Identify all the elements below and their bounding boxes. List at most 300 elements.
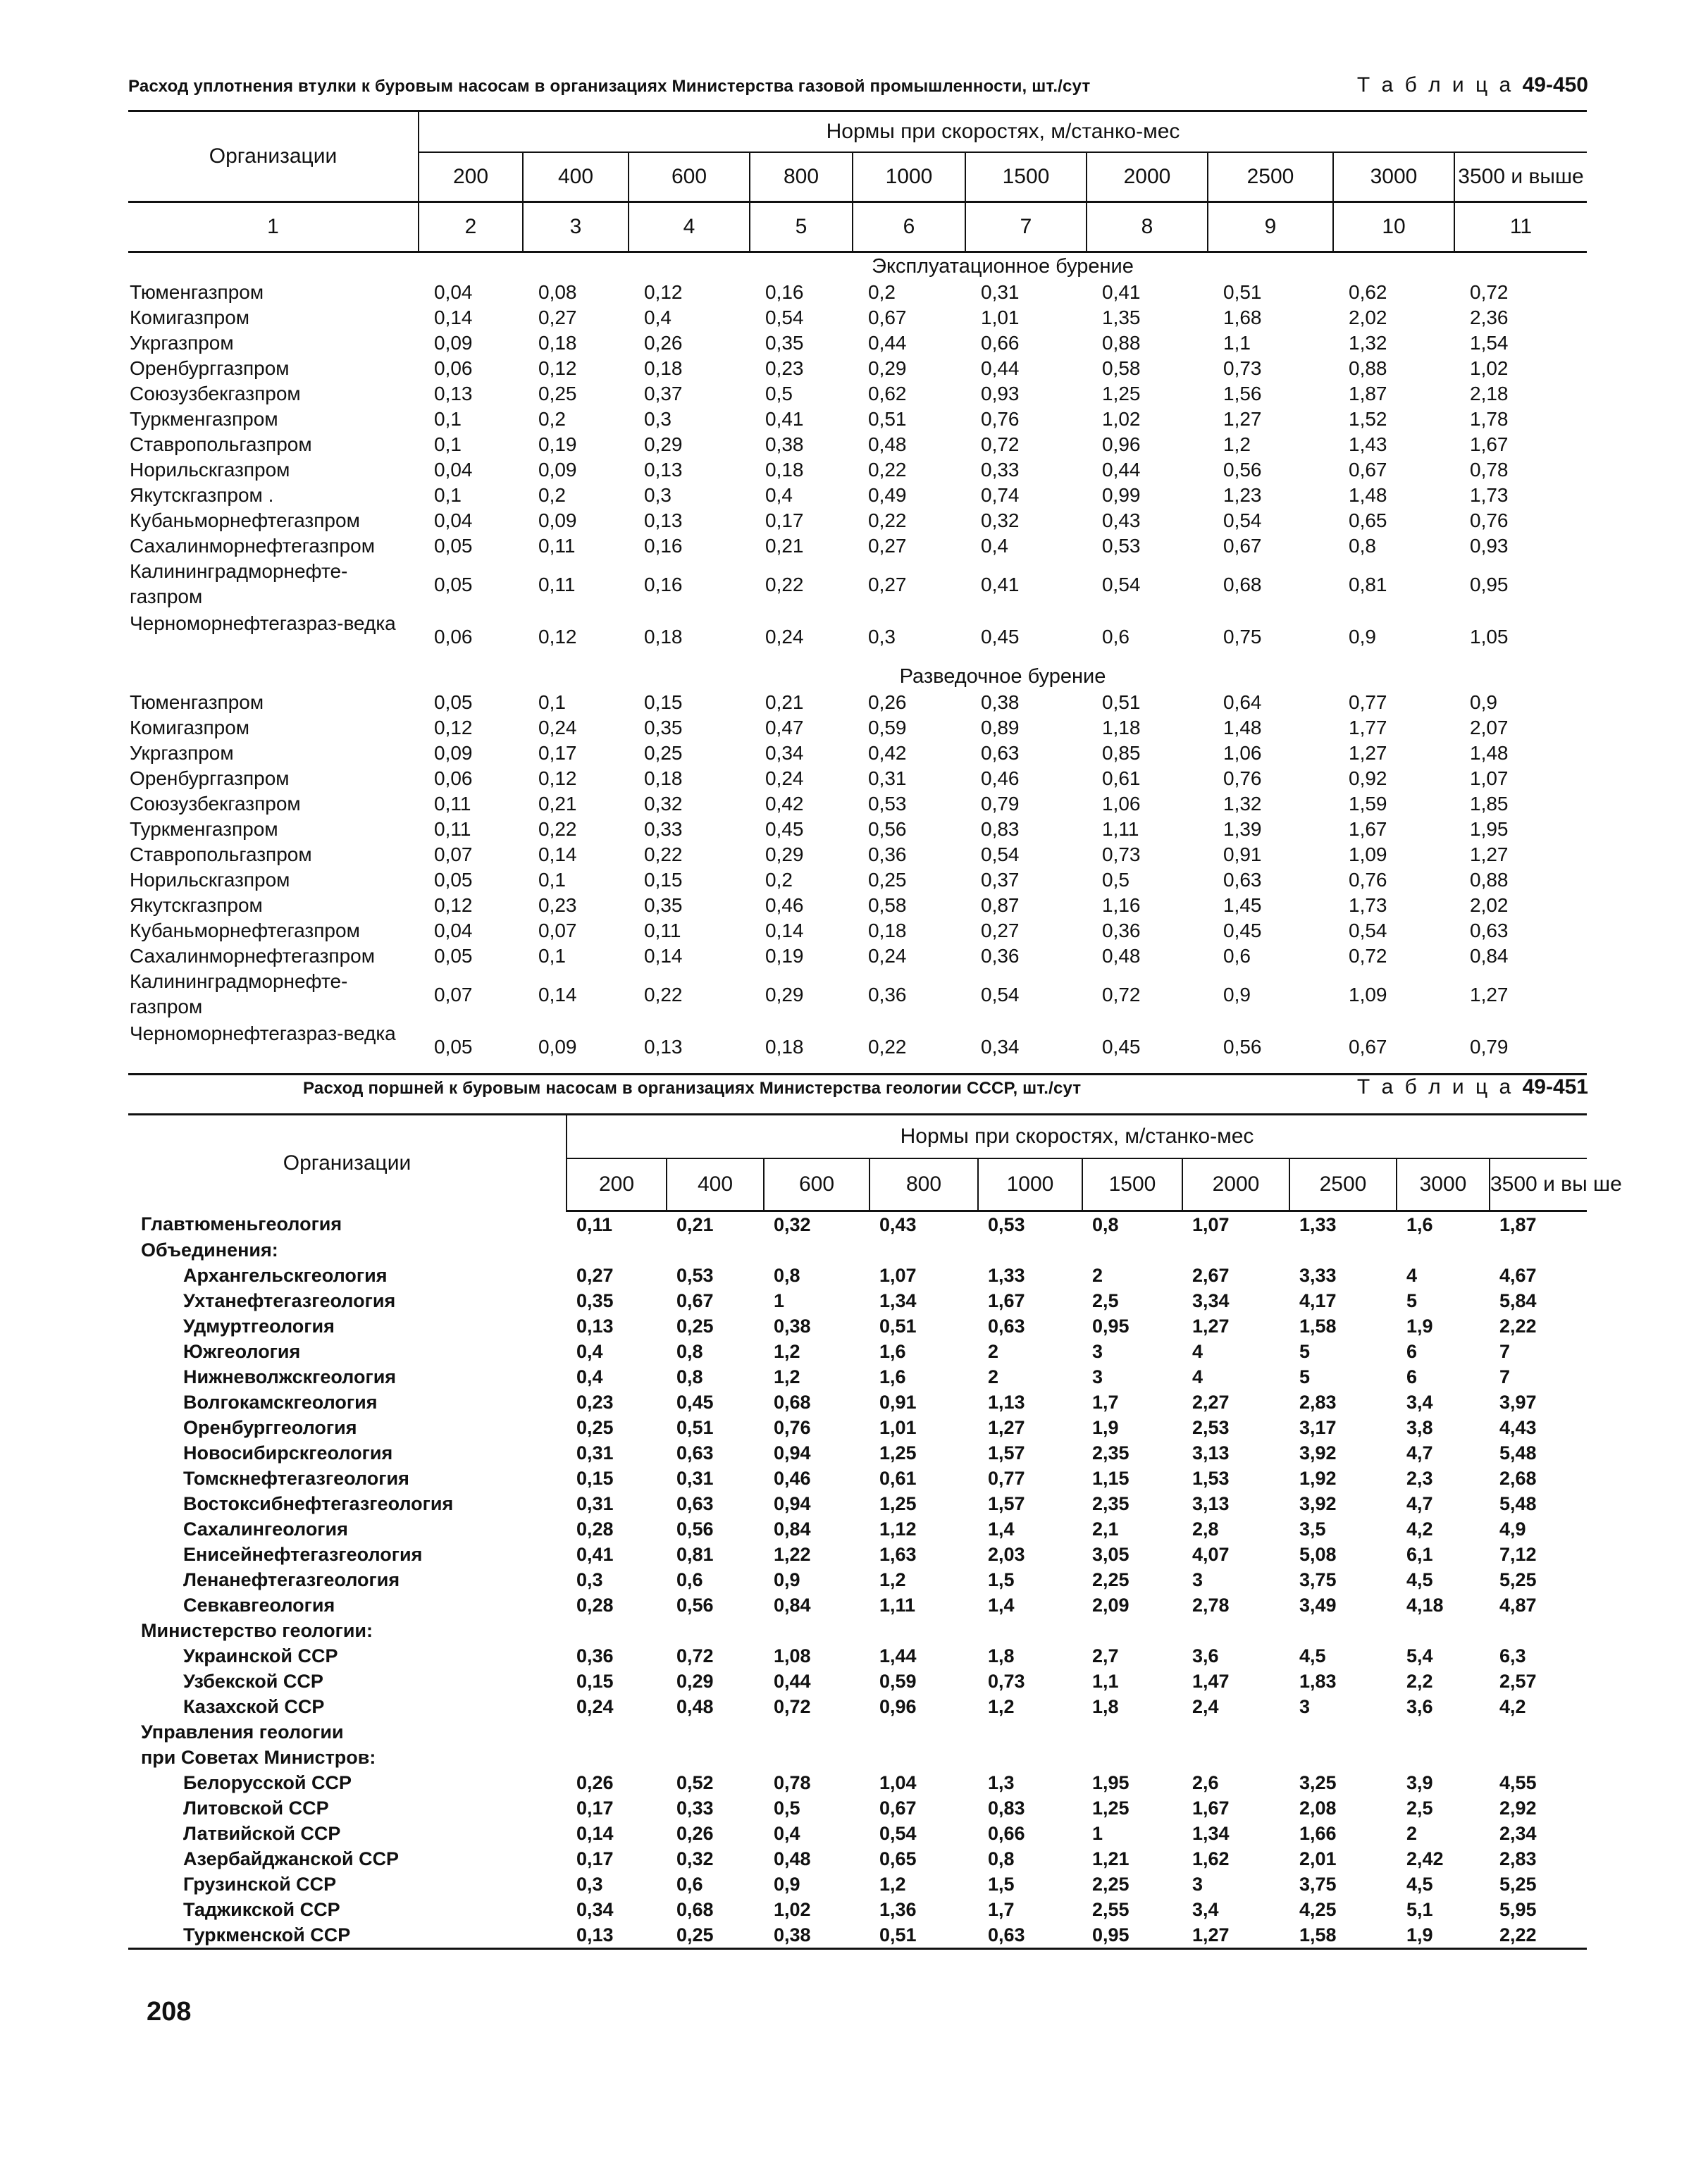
- value-cell: 0,52: [676, 1771, 714, 1793]
- table-row: [128, 893, 1587, 918]
- speed-header-cell: 800: [750, 152, 853, 202]
- value-cell: 0,3: [576, 1873, 603, 1895]
- value-cell: [1082, 1745, 1182, 1770]
- value-cell: 1,33: [1299, 1213, 1337, 1235]
- org-name: Управления геологии: [141, 1721, 344, 1743]
- org-name: Союзузбекгазпром: [130, 383, 301, 404]
- value-cell: 0,18: [538, 332, 577, 354]
- table-451: [128, 1113, 1622, 1950]
- value-cell: 0,41: [1102, 281, 1141, 303]
- value-cell: 2,22: [1499, 1315, 1537, 1337]
- table-450-label-word: Т а б л и ц а: [1356, 73, 1514, 97]
- value-cell: 0,09: [434, 332, 473, 354]
- value-cell: 0,17: [576, 1797, 614, 1819]
- value-cell: 0,18: [644, 767, 683, 789]
- value-cell: 1,2: [774, 1340, 800, 1362]
- value-cell: 0,83: [988, 1797, 1025, 1819]
- value-cell: 2: [988, 1340, 999, 1362]
- table-row: [128, 690, 1587, 715]
- table-row: [128, 867, 1587, 893]
- value-cell: 0,22: [868, 509, 907, 531]
- speed-header-cell: 1000: [978, 1158, 1082, 1211]
- value-cell: 1,01: [981, 307, 1020, 328]
- speed-header-cell: 2000: [1087, 152, 1208, 202]
- value-cell: 0,6: [676, 1569, 703, 1590]
- value-cell: 1,45: [1223, 894, 1262, 916]
- value-cell: 1,39: [1223, 818, 1262, 840]
- value-cell: [870, 1618, 978, 1643]
- value-cell: 0,31: [576, 1442, 614, 1464]
- value-cell: 0,25: [868, 869, 907, 891]
- value-cell: 1,73: [1470, 484, 1509, 506]
- value-cell: 0,49: [868, 484, 907, 506]
- value-cell: 0,09: [538, 459, 577, 481]
- value-cell: 1,11: [1102, 818, 1139, 840]
- value-cell: 0,88: [1470, 869, 1509, 891]
- section-title: Эксплуатационное бурение: [872, 254, 1134, 278]
- value-cell: [1182, 1618, 1289, 1643]
- table-row: [128, 381, 1587, 407]
- org-name: Архангельскгеология: [183, 1264, 388, 1286]
- value-cell: 0,29: [644, 433, 683, 455]
- value-cell: 0,9: [1223, 984, 1251, 1006]
- value-cell: 0,1: [538, 945, 566, 967]
- value-cell: 1,7: [988, 1898, 1015, 1920]
- value-cell: 7,12: [1499, 1543, 1537, 1565]
- value-cell: 0,13: [576, 1315, 614, 1337]
- value-cell: 3,92: [1299, 1492, 1337, 1514]
- value-cell: 1,22: [774, 1543, 811, 1565]
- table-451-body: [128, 1211, 1587, 1949]
- value-cell: [764, 1237, 870, 1263]
- value-cell: 0,84: [1470, 945, 1509, 967]
- value-cell: 0,05: [434, 691, 473, 713]
- value-cell: 1,87: [1499, 1213, 1537, 1235]
- value-cell: 1,2: [774, 1366, 800, 1387]
- value-cell: 4,18: [1406, 1594, 1444, 1616]
- value-cell: 3,5: [1299, 1518, 1326, 1540]
- value-cell: 1,9: [1406, 1315, 1433, 1337]
- value-cell: 1,02: [1470, 357, 1509, 379]
- org-name: Якутскгазпром .: [130, 484, 274, 506]
- value-cell: 0,75: [1223, 626, 1262, 648]
- value-cell: 0,14: [434, 307, 473, 328]
- value-cell: 0,65: [1349, 509, 1387, 531]
- value-cell: [870, 1745, 978, 1770]
- value-cell: 0,95: [1092, 1315, 1130, 1337]
- value-cell: 1,1: [1223, 332, 1251, 354]
- value-cell: [1182, 1719, 1289, 1745]
- value-cell: [1182, 1745, 1289, 1770]
- value-cell: 0,53: [676, 1264, 714, 1286]
- value-cell: 0,8: [676, 1340, 703, 1362]
- value-cell: 0,23: [765, 357, 804, 379]
- value-cell: 0,12: [644, 281, 683, 303]
- value-cell: 1,78: [1470, 408, 1509, 430]
- value-cell: 0,6: [1223, 945, 1251, 967]
- value-cell: 1,1: [1092, 1670, 1119, 1692]
- value-cell: [1289, 1618, 1397, 1643]
- value-cell: 3,05: [1092, 1543, 1130, 1565]
- value-cell: 1,25: [879, 1492, 917, 1514]
- value-cell: 0,21: [676, 1213, 714, 1235]
- speed-header-cell: 600: [629, 152, 750, 202]
- value-cell: 0,24: [576, 1695, 614, 1717]
- value-cell: 0,66: [988, 1822, 1025, 1844]
- value-cell: [567, 1237, 667, 1263]
- org-name: Грузинской ССР: [183, 1873, 337, 1895]
- value-cell: 0,36: [1102, 920, 1141, 941]
- value-cell: 0,32: [981, 509, 1020, 531]
- value-cell: 0,54: [1223, 509, 1262, 531]
- value-cell: 0,07: [538, 920, 577, 941]
- table-row: [128, 1770, 1587, 1795]
- value-cell: 3,4: [1192, 1898, 1219, 1920]
- table-row: [128, 1440, 1587, 1466]
- value-cell: 0,34: [765, 742, 804, 764]
- value-cell: 0,35: [576, 1289, 614, 1311]
- org-name: Тюменгазпром: [130, 691, 264, 713]
- value-cell: 3: [1192, 1569, 1203, 1590]
- value-cell: 1,95: [1470, 818, 1509, 840]
- value-cell: 0,2: [765, 869, 793, 891]
- speed-header-cell: 1500: [965, 152, 1087, 202]
- value-cell: 2,1: [1092, 1518, 1119, 1540]
- value-cell: 1,23: [1223, 484, 1262, 506]
- value-cell: 5: [1406, 1289, 1418, 1311]
- org-name: Оренбурггеология: [183, 1416, 357, 1438]
- value-cell: [870, 1237, 978, 1263]
- value-cell: 1,83: [1299, 1670, 1337, 1692]
- value-cell: 1,63: [879, 1543, 917, 1565]
- table-row: [128, 280, 1587, 305]
- value-cell: 3,97: [1499, 1391, 1537, 1413]
- value-cell: 0,27: [868, 574, 907, 595]
- value-cell: 0,18: [765, 459, 804, 481]
- value-cell: 0,93: [981, 383, 1020, 404]
- org-name: Удмуртгеология: [183, 1315, 335, 1337]
- value-cell: 0,23: [538, 894, 577, 916]
- value-cell: 0,22: [765, 574, 804, 595]
- org-name: Южгеология: [183, 1340, 301, 1362]
- value-cell: 0,36: [868, 843, 907, 865]
- value-cell: 0,95: [1082, 1922, 1182, 1949]
- value-cell: 3,6: [1192, 1645, 1219, 1666]
- value-cell: 0,1: [538, 691, 566, 713]
- value-cell: 2,57: [1499, 1670, 1537, 1692]
- value-cell: 0,41: [765, 408, 804, 430]
- value-cell: 0,56: [1208, 1021, 1333, 1075]
- value-cell: 0,35: [644, 894, 683, 916]
- value-cell: 2,25: [1092, 1873, 1130, 1895]
- value-cell: 4,17: [1299, 1289, 1337, 1311]
- value-cell: 3,6: [1406, 1695, 1433, 1717]
- value-cell: 0,09: [538, 509, 577, 531]
- value-cell: 1,27: [1223, 408, 1262, 430]
- value-cell: 0,6: [676, 1873, 703, 1895]
- value-cell: 0,53: [988, 1213, 1025, 1235]
- org-name: Объединения:: [141, 1239, 278, 1261]
- value-cell: 1: [774, 1289, 785, 1311]
- value-cell: 0,32: [676, 1848, 714, 1869]
- value-cell: 0,96: [879, 1695, 917, 1717]
- value-cell: 1,09: [1349, 843, 1387, 865]
- table-row: [128, 1415, 1587, 1440]
- value-cell: 0,11: [434, 818, 471, 840]
- table-row: [128, 1263, 1587, 1288]
- value-cell: 2,53: [1192, 1416, 1230, 1438]
- value-cell: 2,35: [1092, 1442, 1130, 1464]
- value-cell: 0,72: [1102, 984, 1141, 1006]
- table-row: [128, 1719, 1587, 1745]
- speed-header-cell: 200: [567, 1158, 667, 1211]
- value-cell: 0,77: [988, 1467, 1025, 1489]
- value-cell: 0,14: [576, 1822, 614, 1844]
- value-cell: 0,63: [676, 1492, 714, 1514]
- org-name: Узбекской ССР: [183, 1670, 323, 1692]
- value-cell: 0,12: [538, 357, 577, 379]
- org-name: Калининградморнефте-газпром: [130, 560, 348, 607]
- speed-header-cell: 1500: [1082, 1158, 1182, 1211]
- value-cell: 0,93: [1470, 535, 1509, 557]
- value-cell: 0,05: [419, 1021, 523, 1075]
- value-cell: 0,24: [538, 717, 577, 738]
- value-cell: 1,16: [1102, 894, 1141, 916]
- value-cell: 0,28: [576, 1594, 614, 1616]
- value-cell: 6,3: [1499, 1645, 1526, 1666]
- value-cell: [1490, 1237, 1587, 1263]
- value-cell: 0,43: [1102, 509, 1141, 531]
- value-cell: 0,11: [576, 1213, 613, 1235]
- value-cell: 0,56: [1223, 459, 1262, 481]
- value-cell: 0,54: [765, 307, 804, 328]
- value-cell: 0,19: [765, 945, 804, 967]
- value-cell: 0,63: [1470, 920, 1509, 941]
- value-cell: 0,12: [538, 626, 577, 648]
- org-name: Сахалинморнефтегазпром: [130, 945, 375, 967]
- value-cell: 0,8: [774, 1264, 800, 1286]
- table-row: [128, 330, 1587, 356]
- value-cell: 0,45: [676, 1391, 714, 1413]
- value-cell: 0,25: [538, 383, 577, 404]
- value-cell: 0,15: [644, 691, 683, 713]
- table-450-norms-header: Нормы при скоростях, м/станко-мес: [419, 111, 1587, 153]
- value-cell: 0,51: [1102, 691, 1141, 713]
- value-cell: 0,11: [538, 574, 576, 595]
- value-cell: 0,26: [676, 1822, 714, 1844]
- org-name: Казахской ССР: [183, 1695, 325, 1717]
- value-cell: 1,6: [879, 1366, 906, 1387]
- table-row: [128, 356, 1587, 381]
- speed-header-cell: 1000: [853, 152, 965, 202]
- speed-header-cell: 2000: [1182, 1158, 1289, 1211]
- table-row: [128, 1313, 1587, 1339]
- value-cell: 0,62: [1349, 281, 1387, 303]
- value-cell: 0,37: [644, 383, 683, 404]
- value-cell: 0,09: [434, 742, 473, 764]
- value-cell: 0,21: [765, 691, 804, 713]
- org-name: Норильскгазпром: [130, 459, 290, 481]
- value-cell: 3,92: [1299, 1442, 1337, 1464]
- value-cell: 0,63: [988, 1315, 1025, 1337]
- value-cell: 0,24: [765, 767, 804, 789]
- value-cell: 0,78: [774, 1771, 811, 1793]
- value-cell: 0,1: [434, 484, 462, 506]
- value-cell: 1,27: [1182, 1922, 1289, 1949]
- value-cell: 1,33: [988, 1264, 1025, 1286]
- value-cell: 4,2: [1499, 1695, 1526, 1717]
- org-name: Востоксибнефтегазгеология: [183, 1492, 454, 1514]
- value-cell: 0,25: [676, 1315, 714, 1337]
- value-cell: 1,3: [988, 1771, 1015, 1793]
- value-cell: 0,41: [981, 574, 1020, 595]
- value-cell: 0,2: [538, 484, 566, 506]
- value-cell: 0,17: [538, 742, 577, 764]
- table-row: [128, 969, 1587, 1021]
- value-cell: [764, 1745, 870, 1770]
- table-row: [128, 944, 1587, 969]
- column-number-cell: 1: [128, 202, 419, 252]
- value-cell: 2,8: [1192, 1518, 1219, 1540]
- value-cell: 0,05: [434, 574, 473, 595]
- value-cell: 4,9: [1499, 1518, 1526, 1540]
- value-cell: 0,22: [868, 459, 907, 481]
- value-cell: 0,09: [523, 1021, 629, 1075]
- table-row: [128, 1669, 1587, 1694]
- value-cell: 1,08: [774, 1645, 811, 1666]
- value-cell: 0,22: [538, 818, 577, 840]
- value-cell: 1,05: [1470, 626, 1509, 648]
- value-cell: 1,07: [1470, 767, 1509, 789]
- value-cell: [1289, 1719, 1397, 1745]
- value-cell: 4,5: [1406, 1873, 1433, 1895]
- org-name: Новосибирскгеология: [183, 1442, 393, 1464]
- value-cell: 2,02: [1349, 307, 1387, 328]
- table-row: [128, 611, 1587, 663]
- value-cell: 3,75: [1299, 1873, 1337, 1895]
- value-cell: 1,68: [1223, 307, 1262, 328]
- speed-header-cell: 800: [870, 1158, 978, 1211]
- org-name: Оренбурггазпром: [130, 357, 290, 379]
- value-cell: 0,94: [774, 1492, 811, 1514]
- column-number-cell: 9: [1208, 202, 1333, 252]
- org-name: Тюменгазпром: [130, 281, 264, 303]
- value-cell: 0,2: [868, 281, 896, 303]
- value-cell: 0,05: [434, 535, 473, 557]
- value-cell: 3,34: [1192, 1289, 1230, 1311]
- value-cell: 4,7: [1406, 1492, 1433, 1514]
- value-cell: 0,32: [644, 793, 683, 815]
- org-name: Якутскгазпром: [130, 894, 263, 916]
- value-cell: 0,62: [868, 383, 907, 404]
- value-cell: 0,38: [774, 1315, 811, 1337]
- value-cell: 2,02: [1470, 894, 1509, 916]
- value-cell: [1490, 1745, 1587, 1770]
- value-cell: 0,38: [764, 1922, 870, 1949]
- value-cell: 0,26: [868, 691, 907, 713]
- value-cell: 0,25: [667, 1922, 764, 1949]
- value-cell: 4: [1192, 1366, 1203, 1387]
- value-cell: 0,15: [576, 1670, 614, 1692]
- value-cell: 0,73: [1223, 357, 1262, 379]
- value-cell: 0,4: [765, 484, 793, 506]
- value-cell: 0,72: [1349, 945, 1387, 967]
- value-cell: 0,76: [1223, 767, 1262, 789]
- value-cell: 0,99: [1102, 484, 1141, 506]
- table-451-label-word: Т а б л и ц а: [1356, 1075, 1514, 1099]
- org-name: Украинской ССР: [183, 1645, 338, 1666]
- value-cell: 0,35: [765, 332, 804, 354]
- value-cell: 6,1: [1406, 1543, 1433, 1565]
- table-row: [128, 1643, 1587, 1669]
- value-cell: 0,68: [1223, 574, 1262, 595]
- value-cell: 0,9: [774, 1873, 800, 1895]
- value-cell: 3,13: [1192, 1492, 1230, 1514]
- value-cell: 2: [988, 1366, 999, 1387]
- speed-header-cell: 400: [523, 152, 629, 202]
- value-cell: 0,11: [538, 535, 576, 557]
- value-cell: 0,13: [629, 1021, 750, 1075]
- value-cell: 0,6: [1102, 626, 1130, 648]
- value-cell: 0,29: [868, 357, 907, 379]
- value-cell: 1,36: [879, 1898, 917, 1920]
- value-cell: 0,22: [644, 984, 683, 1006]
- value-cell: 1,56: [1223, 383, 1262, 404]
- value-cell: 3: [1092, 1340, 1103, 1362]
- value-cell: 0,16: [644, 535, 683, 557]
- value-cell: 0,13: [644, 459, 683, 481]
- value-cell: 0,42: [868, 742, 907, 764]
- value-cell: 0,06: [434, 767, 473, 789]
- value-cell: 2,35: [1092, 1492, 1130, 1514]
- value-cell: 3,75: [1299, 1569, 1337, 1590]
- value-cell: 0,25: [644, 742, 683, 764]
- value-cell: 2,83: [1499, 1848, 1537, 1869]
- org-name: Кубаньморнефтегазпром: [130, 509, 360, 531]
- value-cell: 0,9: [1349, 626, 1376, 648]
- value-cell: 0,04: [434, 459, 473, 481]
- value-cell: 0,3: [644, 408, 672, 430]
- value-cell: 2,36: [1470, 307, 1509, 328]
- value-cell: 0,72: [1470, 281, 1509, 303]
- value-cell: 0,94: [774, 1442, 811, 1464]
- value-cell: 1,27: [1470, 843, 1509, 865]
- org-name: Сахалинморнефтегазпром: [130, 535, 375, 557]
- value-cell: 0,18: [644, 626, 683, 648]
- value-cell: 1,07: [879, 1264, 917, 1286]
- speed-header-cell: 200: [419, 152, 523, 202]
- table-450: [128, 110, 1587, 1075]
- value-cell: 0,48: [868, 433, 907, 455]
- org-name: Енисейнефтегазгеология: [183, 1543, 423, 1565]
- value-cell: 0,21: [765, 535, 804, 557]
- value-cell: 0,78: [1470, 459, 1509, 481]
- value-cell: [1182, 1237, 1289, 1263]
- value-cell: 0,12: [538, 767, 577, 789]
- value-cell: [1490, 1719, 1587, 1745]
- value-cell: 0,3: [868, 626, 896, 648]
- value-cell: 1,4: [988, 1518, 1015, 1540]
- value-cell: 0,67: [1333, 1021, 1454, 1075]
- value-cell: 1,9: [1092, 1416, 1119, 1438]
- value-cell: 4,2: [1406, 1518, 1433, 1540]
- value-cell: 0,63: [981, 742, 1020, 764]
- value-cell: 0,04: [434, 281, 473, 303]
- value-cell: [978, 1618, 1082, 1643]
- value-cell: 1,35: [1102, 307, 1141, 328]
- value-cell: 0,8: [988, 1848, 1015, 1869]
- value-cell: 4,25: [1299, 1898, 1337, 1920]
